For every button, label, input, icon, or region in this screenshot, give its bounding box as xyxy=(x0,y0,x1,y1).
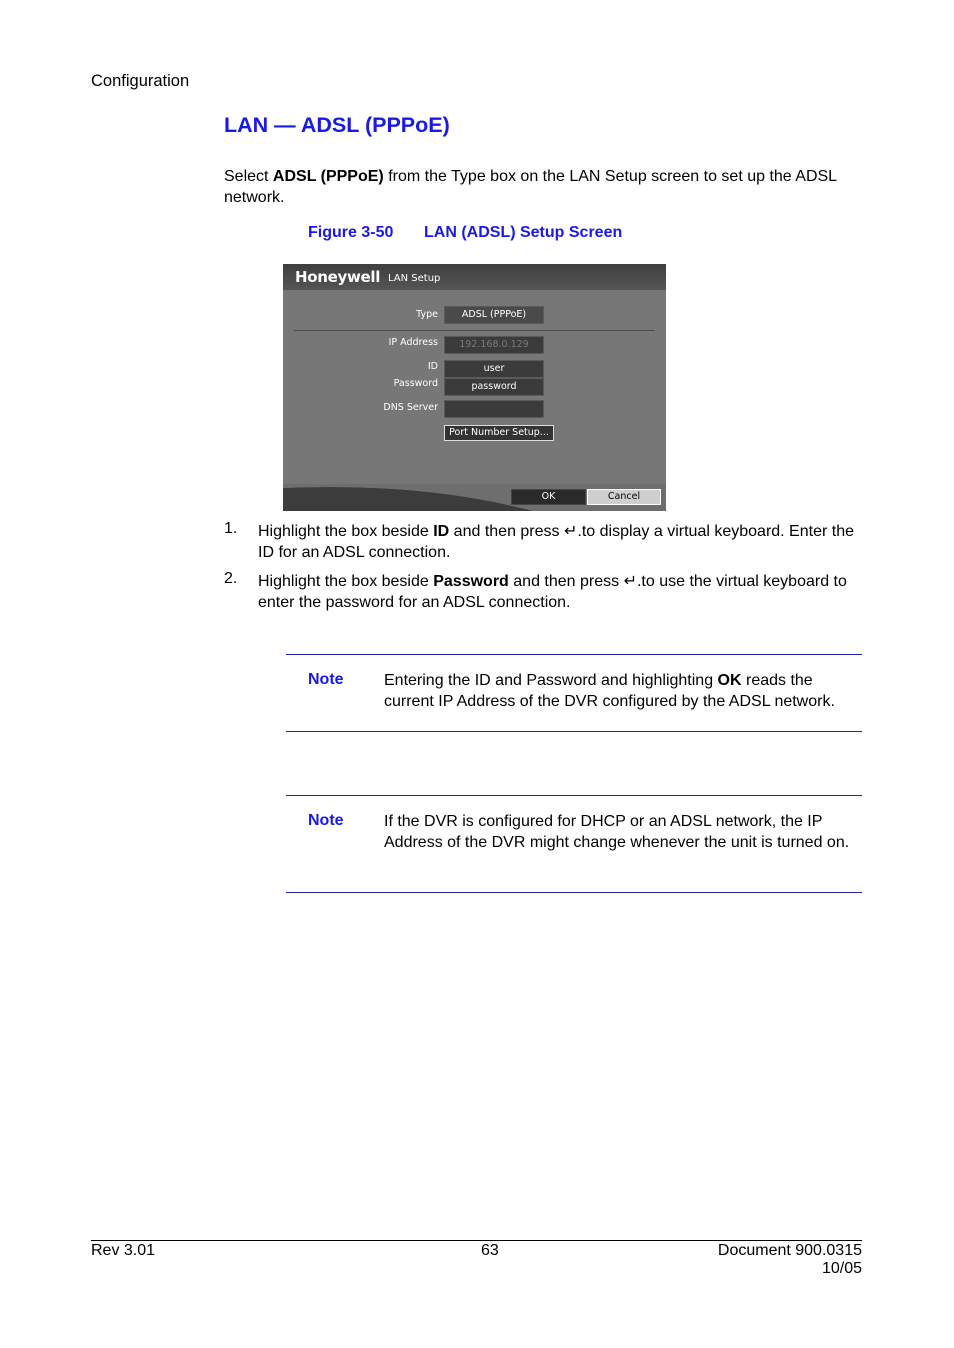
id-field[interactable]: user xyxy=(444,360,544,378)
enter-key-icon: ↵ xyxy=(623,571,637,590)
intro-paragraph: Select ADSL (PPPoE) from the Type box on the LAN Setup screen to set up the ADSL network. xyxy=(224,168,837,206)
footer-date: 10/05 xyxy=(821,1260,862,1277)
footer-document-info xyxy=(718,1242,862,1278)
footer-revision: Rev 3.01 xyxy=(91,1242,156,1259)
screen-title: LAN Setup xyxy=(388,273,441,284)
password-label: Password xyxy=(393,378,438,389)
step-2-text: Highlight the box beside Password and then press ↵.to use the virtual keyboard to enter the password for an ADSL connection. xyxy=(258,571,847,611)
footer-page-number: 63 xyxy=(481,1242,499,1259)
note-1-top-rule xyxy=(286,654,862,655)
password-field[interactable]: password xyxy=(444,378,544,396)
brand-logo: Honeywell xyxy=(295,268,381,286)
lan-setup-screenshot xyxy=(283,264,666,511)
footer-document-number: Document 900.0315 xyxy=(717,1242,862,1259)
dns-server-label: DNS Server xyxy=(383,402,438,413)
note-1-label: Note xyxy=(308,671,344,688)
ok-button[interactable]: OK xyxy=(511,489,586,505)
id-label: ID xyxy=(427,361,438,372)
enter-key-icon: ↵ xyxy=(563,521,578,540)
figure-title: LAN (ADSL) Setup Screen xyxy=(424,224,623,241)
step-2-number: 2. xyxy=(224,570,238,587)
step-1-text: Highlight the box beside ID and then press ↵.to display a virtual keyboard. Enter the ID for an ADSL connection. xyxy=(258,521,854,561)
footer-rule xyxy=(91,1240,862,1241)
type-field[interactable]: ADSL (PPPoE) xyxy=(444,306,544,324)
note-2-bottom-rule xyxy=(286,892,862,893)
section-title: LAN — ADSL (PPPoE) xyxy=(224,113,450,137)
ip-address-field[interactable]: 192.168.0.129 xyxy=(444,336,544,354)
step-1-number: 1. xyxy=(224,520,238,537)
running-header: Configuration xyxy=(91,72,190,90)
note-1-bottom-rule xyxy=(286,731,862,732)
note-1-text: Entering the ID and Password and highlighting OK reads the current IP Address of the DVR configured by the ADSL network. xyxy=(384,672,835,710)
type-label: Type xyxy=(416,309,438,320)
port-number-setup-button[interactable]: Port Number Setup... xyxy=(444,425,554,441)
cancel-button[interactable]: Cancel xyxy=(587,489,661,505)
ip-address-label: IP Address xyxy=(388,337,438,348)
screen-divider xyxy=(294,330,655,331)
note-2-top-rule xyxy=(286,795,862,796)
screen-titlebar xyxy=(283,264,666,290)
dns-server-field[interactable] xyxy=(444,400,544,418)
note-2-label: Note xyxy=(308,812,344,829)
intro-bold-type: ADSL (PPPoE) xyxy=(272,168,384,185)
note-2-text: If the DVR is configured for DHCP or an ADSL network, the IP Address of the DVR might change whenever the unit is turned on. xyxy=(384,813,850,851)
figure-number: Figure 3-50 xyxy=(308,224,394,241)
